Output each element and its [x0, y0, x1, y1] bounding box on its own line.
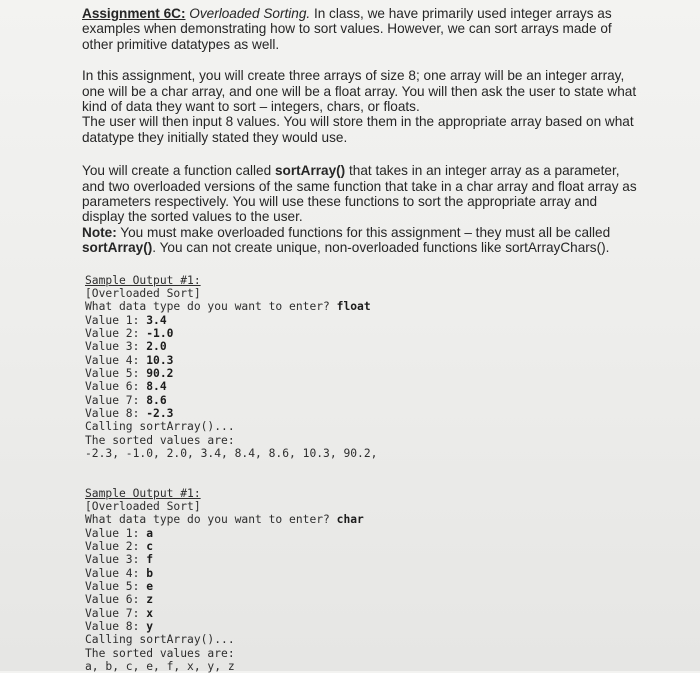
value-label: Value 4: [85, 567, 146, 580]
input-text: The user will then input 8 values. You will store them in the appropriate array based on what datatype they initially stated they would use. [82, 114, 634, 144]
value-input: a [146, 527, 153, 540]
value-input: 8.6 [146, 394, 166, 407]
sorted-values: a, b, c, e, f, x, y, z [85, 660, 642, 673]
function-name: sortArray() [275, 163, 345, 178]
value-input: c [146, 540, 153, 553]
sample-prompt [85, 300, 642, 313]
function-text-post: that takes in an integer array as a parameter, and two overloaded versions of the same function that take in a char array and float array as parameters respectively. You will use these functions to sort the appropriate array and display the sorted values to the user. [82, 163, 637, 224]
value-label: Value 8: [85, 620, 146, 633]
value-line [85, 580, 642, 593]
value-line [85, 314, 642, 327]
value-input: 8.4 [146, 380, 166, 393]
value-line [85, 354, 642, 367]
value-line [85, 327, 642, 340]
sample-heading: Sample Output #1: [85, 274, 642, 287]
prompt-answer: char [337, 513, 364, 526]
value-input: f [146, 553, 153, 566]
value-label: Value 3: [85, 553, 146, 566]
intro-text: In class, we have primarily used integer arrays as examples when demonstrating how to sort values. However, we can sort arrays made of other primitive datatypes as well. [82, 6, 612, 52]
prompt-text: What data type do you want to enter? [85, 513, 337, 526]
value-label: Value 1: [85, 314, 146, 327]
value-label: Value 3: [85, 340, 146, 353]
value-line [85, 567, 642, 580]
value-input: e [146, 580, 153, 593]
calling-line: Calling sortArray()... [85, 633, 642, 646]
value-input: 10.3 [146, 354, 173, 367]
value-line [85, 380, 642, 393]
value-input: b [146, 567, 153, 580]
sample-prompt [85, 513, 642, 526]
value-label: Value 6: [85, 380, 146, 393]
prompt-answer: float [337, 300, 371, 313]
value-label: Value 6: [85, 593, 146, 606]
arrays-text: In this assignment, you will create three arrays of size 8; one array will be an integer array, one will be a char array, and one will be a float array. You will then ask the user to state what kind of data they want to sort – integers, chars, or floats. [82, 68, 636, 114]
prompt-text: What data type do you want to enter? [85, 300, 337, 313]
value-label: Value 5: [85, 367, 146, 380]
sample-banner: [Overloaded Sort] [85, 500, 642, 513]
assignment-document [82, 6, 642, 673]
calling-line: Calling sortArray()... [85, 420, 642, 433]
value-input: 2.0 [146, 340, 166, 353]
arrays-paragraph [82, 68, 642, 145]
function-text-pre: You will create a function called [82, 163, 275, 178]
value-input: -2.3 [146, 407, 173, 420]
value-line [85, 407, 642, 420]
note-text-2: . You can not create unique, non-overloaded functions like sortArrayChars(). [152, 240, 609, 255]
value-line [85, 340, 642, 353]
value-line [85, 593, 642, 606]
assignment-label: Assignment 6C: [82, 6, 185, 21]
value-label: Value 7: [85, 607, 146, 620]
value-label: Value 2: [85, 540, 146, 553]
sample-output-char [85, 487, 642, 673]
note-text: You must make overloaded functions for this assignment – they must all be called [117, 225, 610, 240]
value-input: 90.2 [146, 367, 173, 380]
sample-banner: [Overloaded Sort] [85, 287, 642, 300]
assignment-name: Overloaded Sorting. [189, 6, 310, 21]
value-line [85, 540, 642, 553]
value-line [85, 607, 642, 620]
note-label: Note: [82, 225, 117, 240]
sorted-label: The sorted values are: [85, 434, 642, 447]
sample-output-float [85, 274, 642, 461]
sample-heading: Sample Output #1: [85, 487, 642, 500]
value-line [85, 553, 642, 566]
value-label: Value 1: [85, 527, 146, 540]
value-line [85, 367, 642, 380]
sorted-label: The sorted values are: [85, 647, 642, 660]
value-label: Value 2: [85, 327, 146, 340]
value-line [85, 527, 642, 540]
note-function-name: sortArray() [82, 240, 152, 255]
value-line [85, 620, 642, 633]
sorted-values: -2.3, -1.0, 2.0, 3.4, 8.4, 8.6, 10.3, 90.2, [85, 447, 642, 460]
value-input: y [146, 620, 153, 633]
value-label: Value 4: [85, 354, 146, 367]
value-label: Value 5: [85, 580, 146, 593]
intro-paragraph [82, 6, 642, 52]
value-input: x [146, 607, 153, 620]
value-input: 3.4 [146, 314, 166, 327]
value-label: Value 7: [85, 394, 146, 407]
value-label: Value 8: [85, 407, 146, 420]
value-line [85, 394, 642, 407]
value-input: -1.0 [146, 327, 173, 340]
function-paragraph [82, 163, 642, 255]
value-input: z [146, 593, 153, 606]
